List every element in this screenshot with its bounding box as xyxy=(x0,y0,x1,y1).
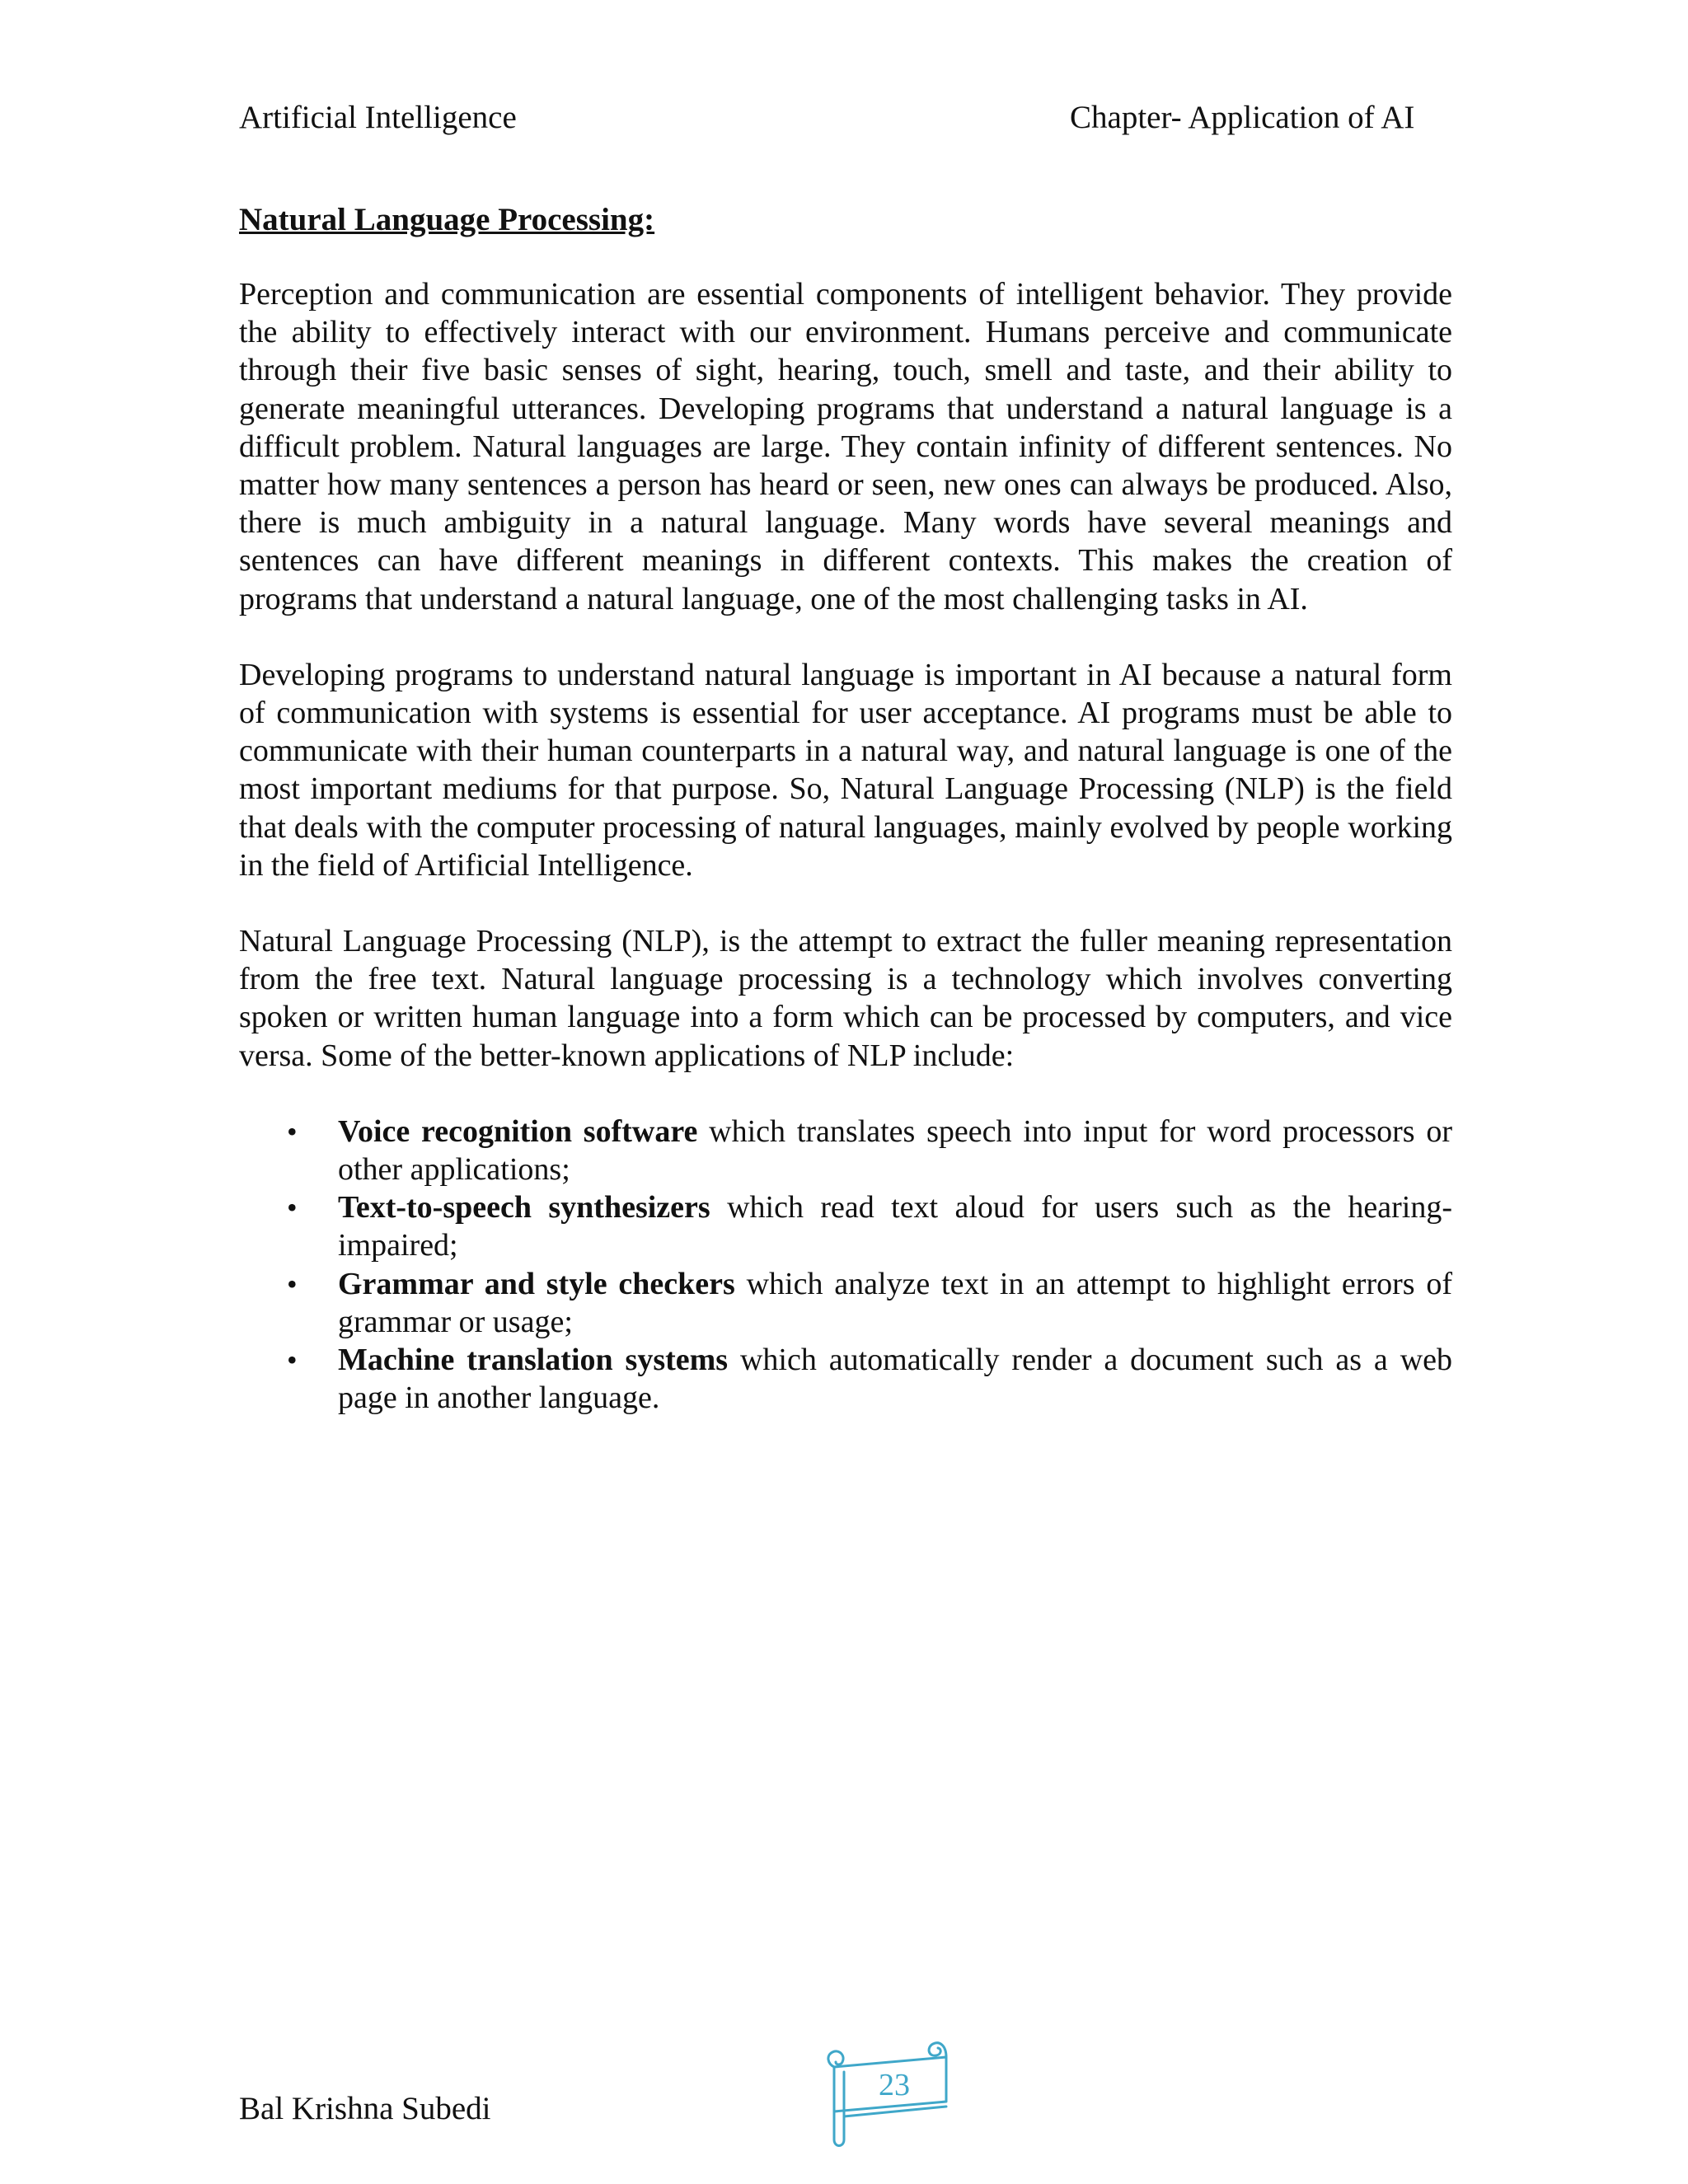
list-item-text: which analyze text in an attempt to highlight errors of grammar or usage; xyxy=(338,1266,1452,1339)
page-content xyxy=(239,199,1452,1417)
paragraph: Developing programs to understand natural language is important in AI because a natural form of communication with systems is essential for user acceptance. AI programs must be able to communicate with their human counterparts in a natural way, and natural language is one of the most important mediums for that purpose. So, Natural Language Processing (NLP) is the field that deals with the computer processing of natural languages, mainly evolved by people working in the field of Artificial Intelligence. xyxy=(239,657,1452,883)
paragraph: Natural Language Processing (NLP), is the attempt to extract the fuller meaning representation from the free text. Natural language processing is a technology which involves converting spoken or written human language into a form which can be processed by computers, and vice versa. Some of the better-known applications of NLP include: xyxy=(239,924,1452,1073)
bullet-icon: • xyxy=(287,1114,298,1148)
header-book-title: Artificial Intelligence xyxy=(239,100,517,135)
list-item-term: Machine translation systems xyxy=(338,1343,729,1378)
list-item xyxy=(239,1265,1452,1341)
paragraph: Perception and communication are essential components of intelligent behavior. They provide the ability to effectively interact with our environment. Humans perceive and communicate through their five basic senses of sight, hearing, touch, smell and taste, and their ability to generate meaningful utterances. Developing programs that understand a natural language is a difficult problem. Natural languages are large. They contain infinity of different sentences. No matter how many sentences a person has heard or seen, new ones can always be produced. Also, there is much ambiguity in a natural language. Many words have several meanings and sentences can have different meanings in different contexts. This makes the creation of programs that understand a natural language, one of the most challenging tasks in AI. xyxy=(239,277,1452,616)
section-heading: Natural Language Processing: xyxy=(239,202,655,237)
page-number: 23 xyxy=(879,2068,910,2102)
list-item xyxy=(239,1188,1452,1264)
bullet-icon: • xyxy=(287,1191,298,1225)
footer-author: Bal Krishna Subedi xyxy=(239,2091,491,2126)
header-chapter-title: Chapter- Application of AI xyxy=(1070,100,1415,135)
applications-list xyxy=(239,1113,1452,1418)
list-item-term: Grammar and style checkers xyxy=(338,1266,735,1301)
bullet-icon: • xyxy=(287,1343,298,1377)
list-item xyxy=(239,1341,1452,1417)
list-item-text: which read text aloud for users such as the hearing-impaired; xyxy=(338,1190,1452,1263)
list-item xyxy=(239,1113,1452,1188)
list-item-term: Text-to-speech synthesizers xyxy=(338,1190,710,1226)
list-item-term: Voice recognition software xyxy=(338,1113,698,1149)
list-item-text: which translates speech into input for word processors or other applications; xyxy=(338,1113,1452,1188)
list-item-text: which automatically render a document such as a web page in another language. xyxy=(338,1343,1452,1416)
bullet-icon: • xyxy=(287,1267,298,1301)
